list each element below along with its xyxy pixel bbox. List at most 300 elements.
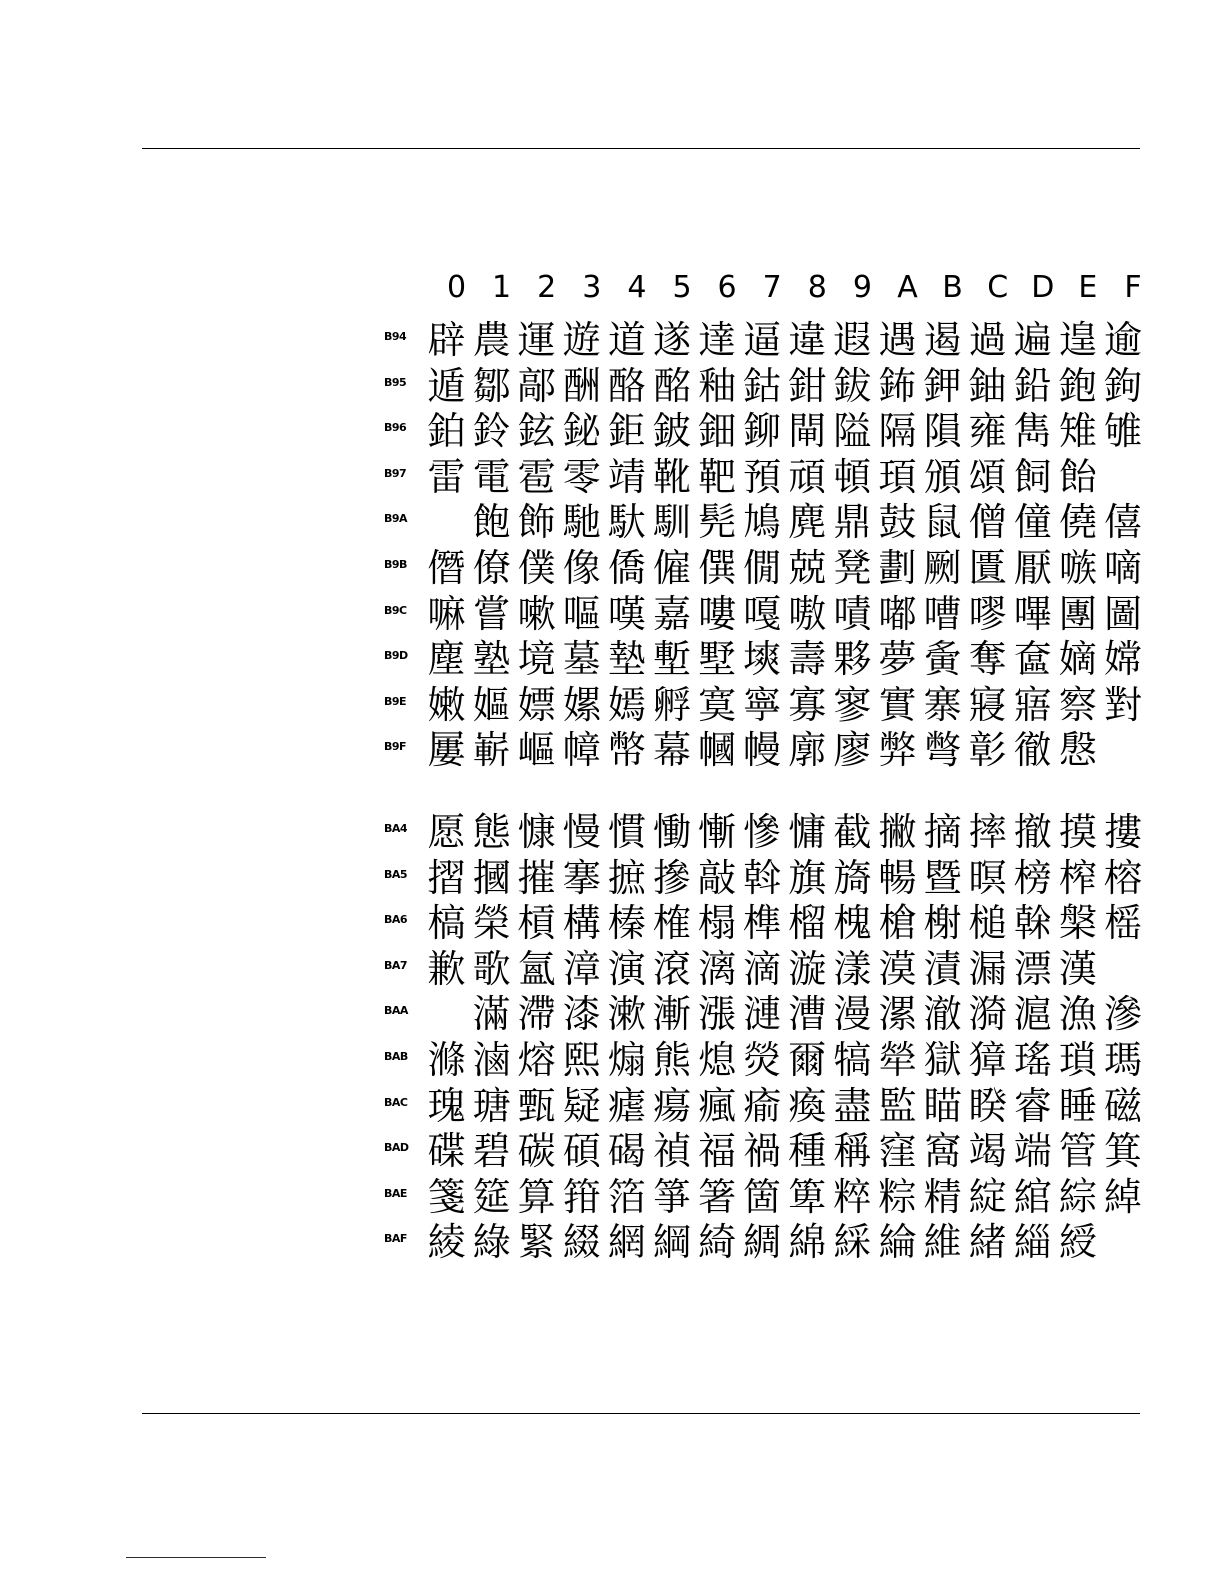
glyph-cell: 廓 [788,728,827,773]
glyph-cell: 端 [1013,1129,1052,1174]
glyph-cell: 榷 [652,901,691,946]
glyph-cell: 鳩 [743,500,782,545]
glyph-cell: 馳 [562,500,601,545]
row-code-label: BAF [384,1232,407,1246]
glyph-cell: 旗 [788,855,827,900]
glyph-cell: 嫩 [427,682,466,727]
glyph-cell: 嗽 [517,591,556,636]
glyph-cell: 過 [968,318,1007,362]
glyph-cell: 箏 [652,1174,691,1219]
glyph-cell: 獄 [923,1037,962,1082]
table-row [384,500,1144,546]
glyph-cell: 漓 [698,946,737,991]
glyph-cell: 綱 [652,1220,691,1265]
glyph-cell: 槃 [1058,901,1097,946]
glyph-cell: 漳 [562,946,601,991]
glyph-cell: 彆 [923,728,962,773]
glyph-cell: 奪 [968,637,1007,682]
glyph-cell: 鈴 [472,409,511,454]
glyph-cell: 頊 [878,454,917,499]
glyph-cell: 靴 [652,454,691,499]
glyph-cell: 遁 [427,363,466,408]
glyph-cell: 瑪 [1103,1037,1142,1082]
code-block [384,318,1144,774]
glyph-cell: 瘍 [652,1083,691,1128]
glyph-cell: 鈹 [652,409,691,454]
glyph-cell: 隕 [923,409,962,454]
glyph-cell: 劃 [878,545,917,590]
glyph-cell: 雊 [1103,409,1142,454]
row-code-label: B9A [384,512,408,526]
glyph-cell: 漪 [968,992,1007,1037]
glyph-cell: 漱 [607,992,646,1037]
glyph-cell: 嫖 [517,682,556,727]
glyph-cell: 綽 [1103,1174,1142,1219]
row-code-label: BA7 [384,958,408,972]
glyph-cell: 爾 [788,1037,827,1082]
row-code-label: B95 [384,375,407,389]
glyph-cell: 嫗 [472,682,511,727]
table-row [384,409,1144,455]
glyph-cell: 塽 [743,637,782,682]
glyph-cell: 禍 [743,1129,782,1174]
glyph-cell: 歌 [472,946,511,991]
glyph-cell: 緇 [1013,1220,1052,1265]
glyph-cell: 隘 [833,409,872,454]
glyph-cell: 奩 [1013,637,1052,682]
glyph-cell: 榨 [1058,855,1097,900]
glyph-cell: 飽 [472,500,511,545]
glyph-cell: 澈 [923,992,962,1037]
glyph-cell: 慢 [562,810,601,854]
glyph-cell: 漢 [1058,946,1097,991]
glyph-cell: 慚 [698,810,737,854]
glyph-cell: 嘖 [833,591,872,636]
glyph-cell: 雹 [517,454,556,499]
glyph-cell: 熔 [517,1037,556,1082]
glyph-cell: 綵 [833,1220,872,1265]
row-code-label: BAD [384,1141,409,1155]
glyph-cell: 僮 [1013,500,1052,545]
glyph-cell: 磁 [1103,1083,1142,1128]
glyph-cell: 歉 [427,946,466,991]
glyph-cell: 墓 [562,637,601,682]
glyph-cell: 嘛 [427,591,466,636]
glyph-cell: 墊 [607,637,646,682]
glyph-cell: 鉑 [427,409,466,454]
row-code-label: B9F [384,740,407,754]
glyph-cell: 槁 [427,901,466,946]
glyph-cell: 慵 [788,810,827,854]
glyph-cell: 滌 [427,1037,466,1082]
glyph-cell: 釉 [698,363,737,408]
table-row [384,810,1144,856]
glyph-cell: 飾 [517,500,556,545]
glyph-cell: 農 [472,318,511,362]
glyph-cell: 瘋 [698,1083,737,1128]
glyph-cell: 髡 [698,500,737,545]
glyph-cell: 摔 [968,810,1007,854]
glyph-cell: 滯 [517,992,556,1037]
glyph-cell: 敲 [698,855,737,900]
glyph-cell: 綴 [562,1220,601,1265]
glyph-cell: 摭 [607,855,646,900]
table-row [384,364,1144,410]
glyph-cell: 摺 [427,855,466,900]
glyph-cell: 慷 [517,810,556,854]
glyph-cell: 態 [472,810,511,854]
glyph-cell: 圖 [1103,591,1142,636]
column-header: 5 [672,270,692,305]
glyph-cell: 察 [1058,682,1097,727]
glyph-cell: 瑤 [1013,1037,1052,1082]
glyph-cell: 熊 [652,1037,691,1082]
glyph-cell: 維 [923,1220,962,1265]
glyph-cell: 違 [788,318,827,362]
glyph-cell: 弊 [878,728,917,773]
glyph-cell: 團 [1058,591,1097,636]
glyph-cell: 綬 [1058,1220,1097,1265]
glyph-cell: 靖 [607,454,646,499]
glyph-cell: 寢 [968,682,1007,727]
glyph-cell: 鼠 [923,500,962,545]
glyph-cell: 馴 [652,500,691,545]
table-row [384,1038,1144,1084]
glyph-cell: 演 [607,946,646,991]
row-code-label: B96 [384,421,407,435]
glyph-cell: 榜 [1013,855,1052,900]
glyph-cell: 鉅 [607,409,646,454]
glyph-cell: 疑 [562,1083,601,1128]
row-code-label: B97 [384,466,407,480]
glyph-cell: 箸 [698,1174,737,1219]
glyph-cell: 瞄 [923,1083,962,1128]
glyph-cell: 斡 [743,855,782,900]
glyph-cell: 漾 [833,946,872,991]
glyph-cell [424,992,469,1037]
glyph-cell: 漣 [743,992,782,1037]
glyph-cell: 僥 [1058,500,1097,545]
glyph-cell: 獐 [968,1037,1007,1082]
glyph-cell: 幕 [652,728,691,773]
glyph-cell: 僖 [1103,500,1142,545]
glyph-cell: 兢 [788,545,827,590]
glyph-cell: 氳 [517,946,556,991]
glyph-cell: 彰 [968,728,1007,773]
glyph-cell: 榭 [923,901,962,946]
glyph-cell: 僩 [743,545,782,590]
glyph-cell: 頌 [968,454,1007,499]
glyph-cell: 箕 [1103,1129,1142,1174]
glyph-cell: 睽 [968,1083,1007,1128]
glyph-cell: 隔 [878,409,917,454]
glyph-cell: 夢 [878,637,917,682]
glyph-cell: 漸 [652,992,691,1037]
glyph-cell: 境 [517,637,556,682]
glyph-cell: 箔 [607,1174,646,1219]
glyph-cell: 鈾 [968,363,1007,408]
glyph-cell: 孵 [652,682,691,727]
column-header: A [897,270,918,305]
glyph-cell: 嫡 [1058,637,1097,682]
glyph-cell: 愿 [427,810,466,854]
glyph-cell: 榫 [743,901,782,946]
glyph-cell: 窪 [878,1129,917,1174]
glyph-cell: 酪 [607,363,646,408]
glyph-cell: 旖 [833,855,872,900]
glyph-cell: 遂 [652,318,691,362]
glyph-cell: 碧 [472,1129,511,1174]
glyph-cell: 靶 [698,454,737,499]
glyph-cell: 漲 [698,992,737,1037]
column-header: 2 [537,270,557,305]
table-row [384,901,1144,947]
table-row [384,546,1144,592]
glyph-cell: 摧 [517,855,556,900]
glyph-cell: 盡 [833,1083,872,1128]
glyph-cell: 寨 [923,682,962,727]
glyph-cell: 鉀 [923,363,962,408]
glyph-cell: 逾 [1103,318,1142,362]
glyph-cell: 筵 [472,1174,511,1219]
glyph-cell: 睡 [1058,1083,1097,1128]
glyph-cell: 嘐 [968,591,1007,636]
glyph-cell [1101,947,1146,992]
row-code-label: BA6 [384,913,408,927]
glyph-cell: 綜 [1058,1174,1097,1219]
glyph-cell: 頒 [923,454,962,499]
table-row [384,992,1144,1038]
glyph-cell: 嶇 [517,728,556,773]
glyph-cell: 箄 [788,1174,827,1219]
glyph-cell: 瑰 [427,1083,466,1128]
glyph-cell: 鉛 [1013,363,1052,408]
glyph-cell: 雉 [1058,409,1097,454]
glyph-cell: 實 [878,682,917,727]
glyph-cell: 滬 [1013,992,1052,1037]
glyph-cell: 榛 [607,901,646,946]
glyph-cell: 鉋 [1058,363,1097,408]
glyph-cell: 嘟 [878,591,917,636]
glyph-cell: 鈿 [698,409,737,454]
glyph-cell: 鉚 [743,409,782,454]
glyph-cell: 預 [743,454,782,499]
glyph-cell: 僎 [698,545,737,590]
table-row [384,637,1144,683]
table-row [384,592,1144,638]
glyph-cell: 塹 [652,637,691,682]
glyph-cell: 鼓 [878,500,917,545]
glyph-cell: 漬 [923,946,962,991]
glyph-cell: 嘀 [1103,545,1142,590]
glyph-cell: 辟 [427,318,466,362]
glyph-cell: 遐 [833,318,872,362]
glyph-cell: 榦 [1013,901,1052,946]
glyph-cell: 寞 [698,682,737,727]
glyph-cell: 綾 [427,1220,466,1265]
glyph-cell: 構 [562,901,601,946]
glyph-cell: 算 [517,1174,556,1219]
glyph-cell: 暢 [878,855,917,900]
glyph-cell: 摸 [1058,810,1097,854]
glyph-cell: 雍 [968,409,1007,454]
glyph-cell: 運 [517,318,556,362]
glyph-cell: 鈷 [743,363,782,408]
glyph-cell [424,500,469,545]
glyph-cell: 緊 [517,1220,556,1265]
glyph-cell: 鄒 [472,363,511,408]
glyph-cell: 碟 [427,1129,466,1174]
glyph-cell: 綰 [1013,1174,1052,1219]
glyph-cell: 漫 [833,992,872,1037]
glyph-cell: 漂 [1013,946,1052,991]
glyph-cell [1101,728,1146,773]
glyph-cell: 夤 [923,637,962,682]
glyph-cell: 網 [607,1220,646,1265]
glyph-cell: 粽 [878,1174,917,1219]
glyph-cell: 漁 [1058,992,1097,1037]
glyph-cell: 箋 [427,1174,466,1219]
glyph-cell: 寤 [1013,682,1052,727]
glyph-cell: 嘉 [652,591,691,636]
glyph-cell: 滷 [472,1037,511,1082]
glyph-cell: 遊 [562,318,601,362]
glyph-cell: 瑭 [472,1083,511,1128]
glyph-cell: 碣 [607,1129,646,1174]
glyph-cell: 綻 [968,1174,1007,1219]
glyph-cell: 漆 [562,992,601,1037]
column-header: D [1031,270,1055,305]
glyph-cell: 壽 [788,637,827,682]
glyph-cell: 嫘 [562,682,601,727]
glyph-cell: 粹 [833,1174,872,1219]
glyph-cell: 墅 [698,637,737,682]
glyph-cell: 嘍 [698,591,737,636]
glyph-cell: 雷 [427,454,466,499]
glyph-cell: 幛 [562,728,601,773]
glyph-cell: 僚 [472,545,511,590]
glyph-cell: 搴 [562,855,601,900]
glyph-cell: 頑 [788,454,827,499]
row-code-label: B9E [384,694,407,708]
glyph-cell: 僑 [607,545,646,590]
row-code-label: BAA [384,1004,408,1018]
row-code-label: B9B [384,557,407,571]
glyph-cell: 厭 [1013,545,1052,590]
glyph-cell: 徹 [1013,728,1052,773]
glyph-cell: 鉤 [1103,363,1142,408]
glyph-cell [1101,1220,1146,1265]
glyph-cell: 滿 [472,992,511,1037]
glyph-cell: 遑 [1058,318,1097,362]
glyph-cell: 僧 [968,500,1007,545]
glyph-cell: 箇 [743,1174,782,1219]
column-header: 1 [492,270,512,305]
glyph-cell: 頓 [833,454,872,499]
table-row [384,856,1144,902]
glyph-cell: 漏 [968,946,1007,991]
glyph-cell [1101,455,1146,500]
bottom-rule [142,1413,1140,1414]
glyph-cell: 嘔 [562,591,601,636]
row-code-label: B9C [384,603,407,617]
glyph-cell: 飴 [1058,454,1097,499]
glyph-cell: 撤 [1013,810,1052,854]
glyph-cell: 摻 [652,855,691,900]
glyph-cell: 撇 [878,810,917,854]
glyph-cell: 精 [923,1174,962,1219]
glyph-cell: 滲 [1103,992,1142,1037]
table-row [384,318,1144,364]
glyph-cell: 慘 [743,810,782,854]
glyph-cell: 嘆 [607,591,646,636]
glyph-cell: 綺 [698,1220,737,1265]
glyph-cell: 竭 [968,1129,1007,1174]
row-code-label: B94 [384,330,407,343]
glyph-cell: 慣 [607,810,646,854]
glyph-cell: 僱 [652,545,691,590]
glyph-cell: 熄 [698,1037,737,1082]
glyph-cell: 嗷 [788,591,827,636]
glyph-cell: 監 [878,1083,917,1128]
glyph-cell: 僕 [517,545,556,590]
glyph-cell: 鈽 [878,363,917,408]
glyph-cell: 緒 [968,1220,1007,1265]
glyph-cell: 鼎 [833,500,872,545]
glyph-cell: 馱 [607,500,646,545]
column-header: E [1078,270,1098,305]
column-header: F [1124,270,1142,305]
glyph-cell: 綢 [743,1220,782,1265]
glyph-cell: 犖 [878,1037,917,1082]
footer-link-underline [126,1557,266,1558]
glyph-cell: 鉉 [517,409,556,454]
row-code-label: BAB [384,1049,408,1063]
glyph-cell: 榮 [472,901,511,946]
glyph-cell: 慇 [1058,728,1097,773]
glyph-cell: 槌 [968,901,1007,946]
glyph-cell: 匱 [968,545,1007,590]
glyph-cell: 榴 [788,901,827,946]
glyph-cell: 摟 [1103,810,1142,854]
glyph-cell: 達 [698,318,737,362]
glyph-cell: 綿 [788,1220,827,1265]
glyph-cell: 嗾 [1058,545,1097,590]
glyph-cell: 酩 [652,363,691,408]
row-code-label: BA5 [384,867,408,881]
glyph-cell: 窩 [923,1129,962,1174]
glyph-cell: 幔 [743,728,782,773]
glyph-cell: 榕 [1103,855,1142,900]
row-code-label: BAC [384,1095,408,1109]
glyph-cell: 瑣 [1058,1037,1097,1082]
table-row [384,1175,1144,1221]
glyph-cell: 雋 [1013,409,1052,454]
glyph-cell: 鄗 [517,363,556,408]
column-header: B [942,270,963,305]
glyph-cell: 嘗 [472,591,511,636]
column-header: 7 [762,270,782,305]
glyph-cell: 嫣 [607,682,646,727]
glyph-cell: 禎 [652,1129,691,1174]
glyph-cell: 零 [562,454,601,499]
glyph-cell: 酬 [562,363,601,408]
glyph-cell: 鉗 [788,363,827,408]
glyph-cell: 箝 [562,1174,601,1219]
glyph-cell: 種 [788,1129,827,1174]
glyph-cell: 寧 [743,682,782,727]
table-row [384,455,1144,501]
